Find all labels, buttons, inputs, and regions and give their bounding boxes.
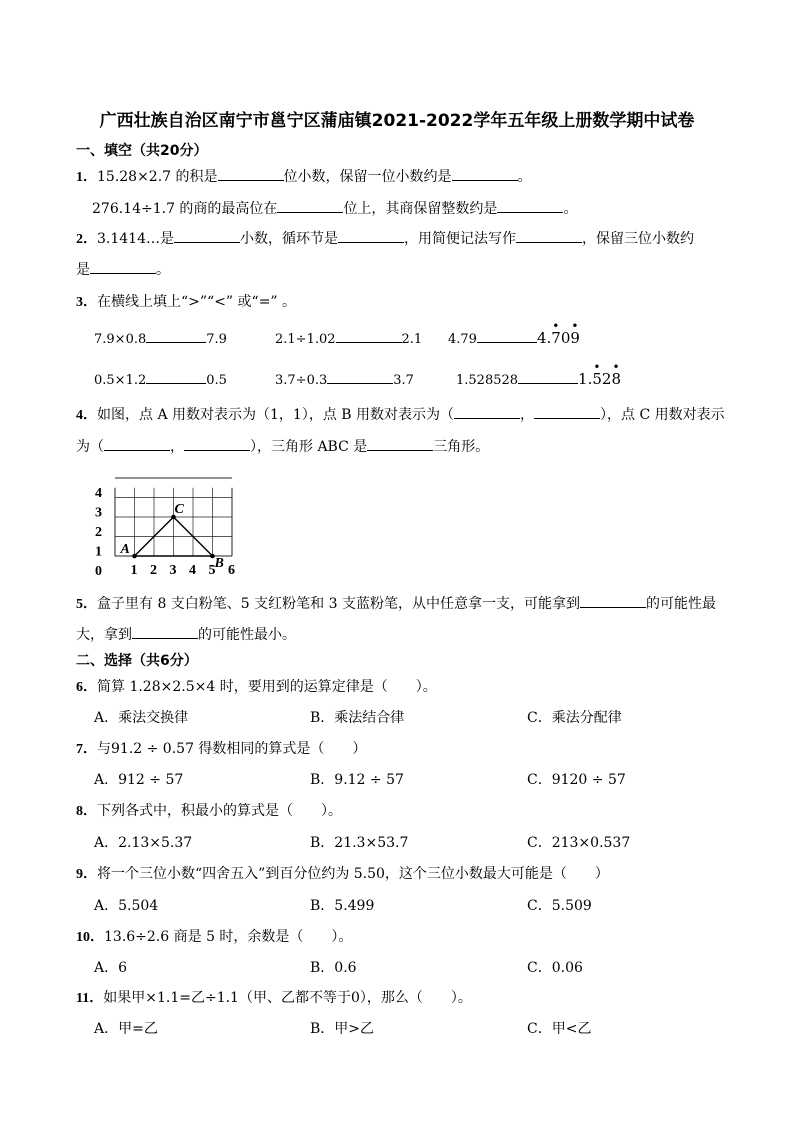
question-1-line-1 bbox=[76, 166, 532, 186]
answer-blank[interactable] bbox=[454, 404, 520, 419]
answer-blank[interactable] bbox=[104, 436, 170, 451]
question-5-line-2: 大，拿到 的可能性最小。 bbox=[76, 624, 296, 644]
question-text: ，保留三位小数约 bbox=[582, 231, 694, 247]
question-1-line-2 bbox=[92, 198, 577, 218]
section-fill-blank-heading: 一、填空（共20分） bbox=[76, 143, 208, 159]
question-text: 盒子里有 8 支白粉笔、5 支红粉笔和 3 支蓝粉笔，从中任意拿一支，可能拿到 bbox=[97, 596, 580, 612]
answer-blank[interactable] bbox=[277, 198, 343, 213]
compare-item: 0.5×1.2 0.5 bbox=[94, 369, 227, 388]
compare-item: 7.9×0.8 7.9 bbox=[94, 328, 227, 347]
answer-blank[interactable] bbox=[146, 328, 206, 343]
question-number: 1． bbox=[76, 170, 97, 185]
compare-item: 4.79 4. • 70 • 9 bbox=[448, 319, 580, 347]
option-b[interactable]: B．9.12 ÷ 57 bbox=[310, 772, 404, 788]
question-11: 11．如果甲×1.1=乙÷1.1（甲、乙都不等于0），那么（ ）。 bbox=[76, 990, 472, 1006]
y-tick-label: 2 bbox=[95, 525, 102, 540]
x-tick-label: 4 bbox=[189, 563, 196, 576]
option-a[interactable]: A．甲=乙 bbox=[94, 1021, 158, 1037]
question-text: ），点 C 用数对表示 bbox=[600, 407, 725, 423]
repeating-decimal: 1. • 52 • 8 bbox=[578, 360, 621, 388]
answer-blank[interactable] bbox=[90, 259, 156, 274]
question-text: 如图，点 A 用数对表示为（1，1），点 B 用数对表示为（ bbox=[97, 407, 455, 423]
answer-blank[interactable] bbox=[518, 369, 578, 384]
question-text: 的可能性最小。 bbox=[198, 627, 296, 643]
question-4-line-2: 为（ ， ），三角形 ABC 是 三角形。 bbox=[76, 436, 489, 456]
option-a[interactable]: A．2.13×5.37 bbox=[94, 835, 193, 851]
option-b[interactable]: B．5.499 bbox=[310, 898, 375, 914]
option-c[interactable]: C．5.509 bbox=[527, 898, 592, 914]
answer-blank[interactable] bbox=[327, 369, 393, 384]
question-number: 5． bbox=[76, 597, 97, 612]
question-2-line-1 bbox=[76, 228, 694, 248]
question-text: 。 bbox=[156, 262, 170, 278]
point-c-label: C bbox=[174, 502, 184, 517]
x-tick-label: 5 bbox=[208, 563, 216, 576]
point-b-label: B bbox=[214, 556, 224, 571]
question-10: 10．13.6÷2.6 商是 5 时，余数是（ ）。 bbox=[76, 929, 353, 945]
option-a[interactable]: A．6 bbox=[94, 960, 128, 976]
answer-blank[interactable] bbox=[452, 166, 518, 181]
question-text: ），三角形 ABC 是 bbox=[250, 439, 368, 455]
question-7: 7．与91.2 ÷ 0.57 得数相同的算式是（ ） bbox=[76, 741, 367, 757]
page-title: 广西壮族自治区南宁市邕宁区蒲庙镇2021-2022学年五年级上册数学期中试卷 bbox=[99, 111, 695, 131]
answer-blank[interactable] bbox=[132, 624, 198, 639]
answer-blank[interactable] bbox=[580, 593, 646, 608]
y-tick-label: 3 bbox=[95, 505, 102, 521]
question-2-line-2 bbox=[76, 259, 170, 279]
compare-item: 3.7÷0.3 3.7 bbox=[275, 369, 414, 388]
x-tick-label: 6 bbox=[228, 563, 235, 576]
option-c[interactable]: C．乘法分配律 bbox=[527, 710, 622, 726]
question-text: 在横线上填上“>”“<” 或“=” 。 bbox=[97, 294, 297, 310]
option-c[interactable]: C．0.06 bbox=[527, 960, 583, 976]
y-tick-label: 4 bbox=[95, 486, 102, 501]
question-number: 3． bbox=[76, 295, 97, 310]
option-a[interactable]: A．912 ÷ 57 bbox=[94, 772, 184, 788]
question-text: 3.1414…是 bbox=[97, 231, 174, 247]
x-tick-label: 1 bbox=[130, 563, 138, 576]
answer-blank[interactable] bbox=[516, 228, 582, 243]
option-c[interactable]: C．9120 ÷ 57 bbox=[527, 772, 626, 788]
y-tick-label: 0 bbox=[95, 564, 102, 576]
question-text: 15.28×2.7 的积是 bbox=[97, 169, 218, 185]
answer-blank[interactable] bbox=[477, 328, 537, 343]
answer-blank[interactable] bbox=[338, 228, 404, 243]
question-text: 。 bbox=[517, 169, 532, 185]
answer-blank[interactable] bbox=[174, 228, 240, 243]
question-9: 9．将一个三位小数“四舍五入”到百分位约为 5.50，这个三位小数最大可能是（ ） bbox=[76, 866, 609, 882]
question-text: 位小数，保留一位小数约是 bbox=[283, 169, 452, 185]
x-tick-label: 2 bbox=[150, 563, 157, 576]
option-c[interactable]: C．213×0.537 bbox=[527, 835, 631, 851]
answer-blank[interactable] bbox=[184, 436, 250, 451]
question-text: 276.14÷1.7 的商的最高位在 bbox=[92, 201, 278, 217]
question-text: ，用简便记法写作 bbox=[404, 231, 516, 247]
coordinate-grid-figure bbox=[90, 468, 250, 576]
answer-blank[interactable] bbox=[146, 369, 206, 384]
question-3-prompt bbox=[76, 291, 296, 311]
question-4-line-1: 4．如图，点 A 用数对表示为（1，1），点 B 用数对表示为（ ， ），点 C 用数对表示 bbox=[76, 404, 725, 424]
question-6: 6．简算 1.28×2.5×4 时，要用到的运算定律是（ ）。 bbox=[76, 679, 437, 695]
option-c[interactable]: C．甲<乙 bbox=[527, 1021, 592, 1037]
answer-blank[interactable] bbox=[497, 198, 563, 213]
point-a-label: A bbox=[120, 542, 130, 557]
answer-blank[interactable] bbox=[336, 328, 402, 343]
question-text: 小数，循环节是 bbox=[240, 231, 338, 247]
point-a bbox=[132, 554, 137, 559]
y-tick-label: 1 bbox=[95, 544, 102, 560]
option-b[interactable]: B．乘法结合律 bbox=[310, 710, 405, 726]
question-text: 的可能性最 bbox=[645, 596, 716, 612]
answer-blank[interactable] bbox=[218, 166, 284, 181]
answer-blank[interactable] bbox=[367, 436, 433, 451]
question-text: 位上，其商保留整数约是 bbox=[343, 201, 498, 217]
question-text: 。 bbox=[563, 201, 578, 217]
option-b[interactable]: B．0.6 bbox=[310, 960, 357, 976]
repeating-decimal: 4. • 70 • 9 bbox=[536, 319, 580, 347]
option-a[interactable]: A．乘法交换律 bbox=[94, 710, 189, 726]
option-a[interactable]: A．5.504 bbox=[94, 898, 159, 914]
compare-item: 2.1÷1.02 2.1 bbox=[275, 328, 422, 347]
option-b[interactable]: B．甲>乙 bbox=[310, 1021, 375, 1037]
answer-blank[interactable] bbox=[534, 404, 600, 419]
compare-item: 1.528528 1. • 52 • 8 bbox=[456, 360, 621, 388]
question-5-line-1 bbox=[76, 593, 716, 613]
question-text: 三角形。 bbox=[433, 439, 490, 455]
section-choice-heading: 二、选择（共6分） bbox=[76, 653, 198, 669]
x-tick-label: 3 bbox=[169, 563, 177, 576]
question-text: 是 bbox=[76, 262, 90, 278]
question-number: 2． bbox=[76, 232, 97, 247]
question-number: 4． bbox=[76, 408, 97, 423]
option-b[interactable]: B．21.3×53.7 bbox=[310, 835, 409, 851]
question-8: 8．下列各式中，积最小的算式是（ ）。 bbox=[76, 803, 342, 819]
